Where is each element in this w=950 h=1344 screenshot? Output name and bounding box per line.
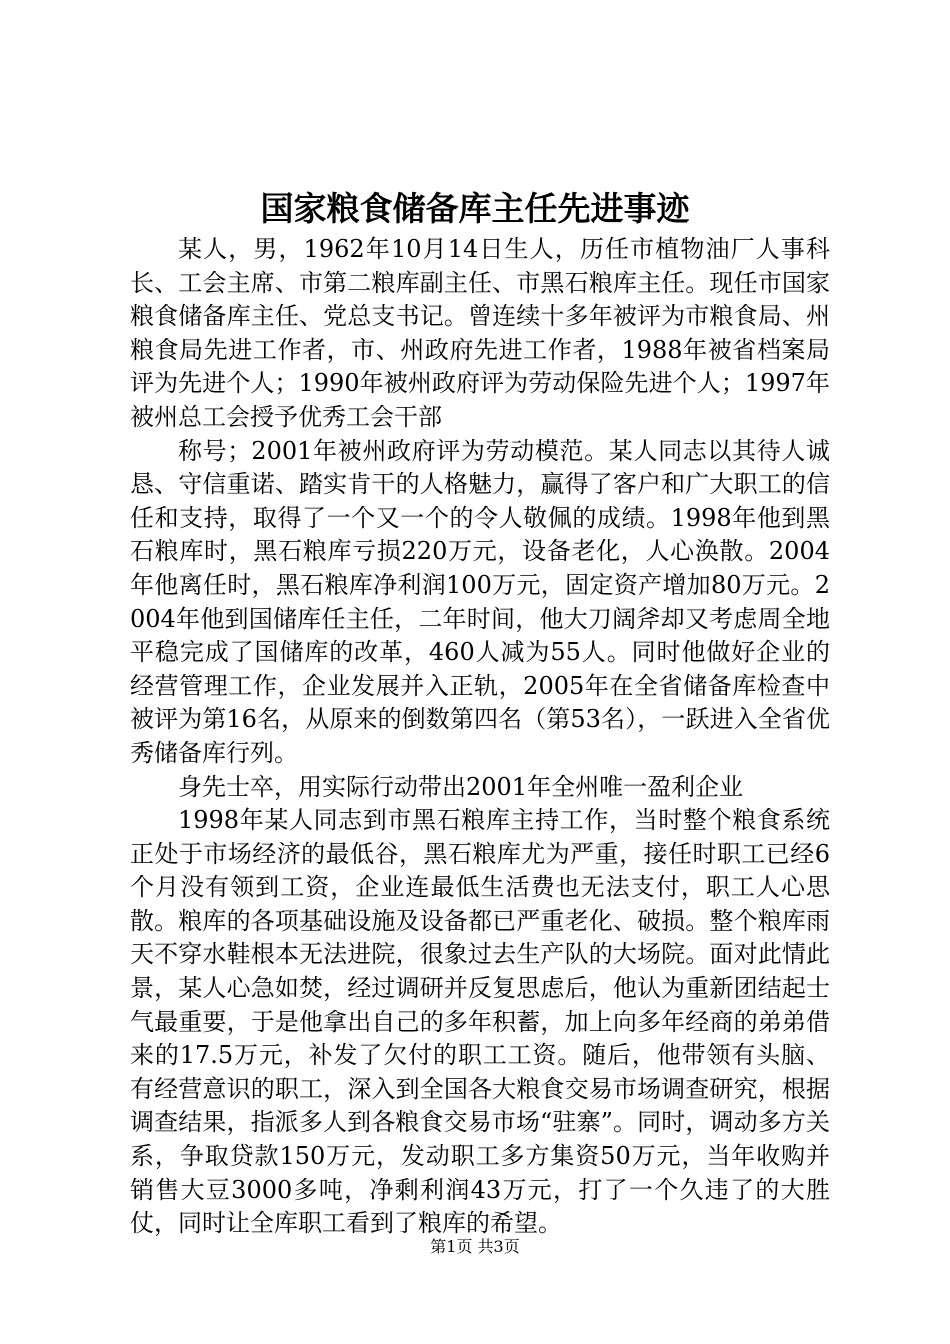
paragraph-2: 称号；2001年被州政府评为劳动模范。某人同志以其待人诚恳、守信重诺、踏实肯干的人格魅力，赢得了客户和广大职工的信任和支持，取得了一个又一个的令人敬佩的成绩。1998年他到黑石粮库时，黑石粮库亏损220万元，设备老化，人心涣散。2004年他离任时，黑石粮库净利润100万元，固定资产增加80万元。2004年他到国储库任主任，二年时间，他大刀阔斧却又考虑周全地平稳完成了国储库的改革，460人减为55人。同时他做好企业的经营管理工作，企业发展并入正轨，2005年在全省储备库检查中被评为第16名，从原来的倒数第四名（第53名），一跃进入全省优秀储备库行列。 (130, 436, 830, 767)
paragraph-3-heading: 身先士卒，用实际行动带出2001年全州唯一盈利企业 (178, 772, 744, 801)
page-footer: 第1页 共3页 (430, 1237, 520, 1256)
paragraph-4: 1998年某人同志到市黑石粮库主持工作，当时整个粮食系统正处于市场经济的最低谷，黑石粮库尤为严重，接任时职工已经6个月没有领到工资，企业连最低生活费也无法支付，职工人心思散。粮库的各项基础设施及设备都已严重老化、破损。整个粮库雨天不穿水鞋根本无法进院，很象过去生产队的大场院。面对此情此景，某人心急如焚，经过调研并反复思虑后，他认为重新团结起士气最重要，于是他拿出自己的多年积蓄，加上向多年经商的弟弟借来的17.5万元，补发了欠付的职工工资。随后，他带领有头脑、有经营意识的职工，深入到全国各大粮食交易市场调查研究，根据调查结果，指派多人到各粮食交易市场“驻寨”。同时，调动多方关系，争取贷款150万元，发动职工多方集资50万元，当年收购并销售大豆3000多吨，净剩利润43万元，打了一个久违了的大胜仗，同时让全库职工看到了粮库的希望。 (130, 806, 830, 1238)
paragraph-1: 某人，男，1962年10月14日生人，历任市植物油厂人事科长、工会主席、市第二粮库副主任、市黑石粮库主任。现任市国家粮食储备库主任、党总支书记。曾连续十多年被评为市粮食局、州粮食局先进工作者，市、州政府先进工作者，1988年被省档案局评为先进个人；1990年被州政府评为劳动保险先进个人；1997年被州总工会授予优秀工会干部 (130, 235, 830, 431)
document-body (130, 233, 830, 1241)
document-title: 国家粮食储备库主任先进事迹 (260, 189, 690, 228)
